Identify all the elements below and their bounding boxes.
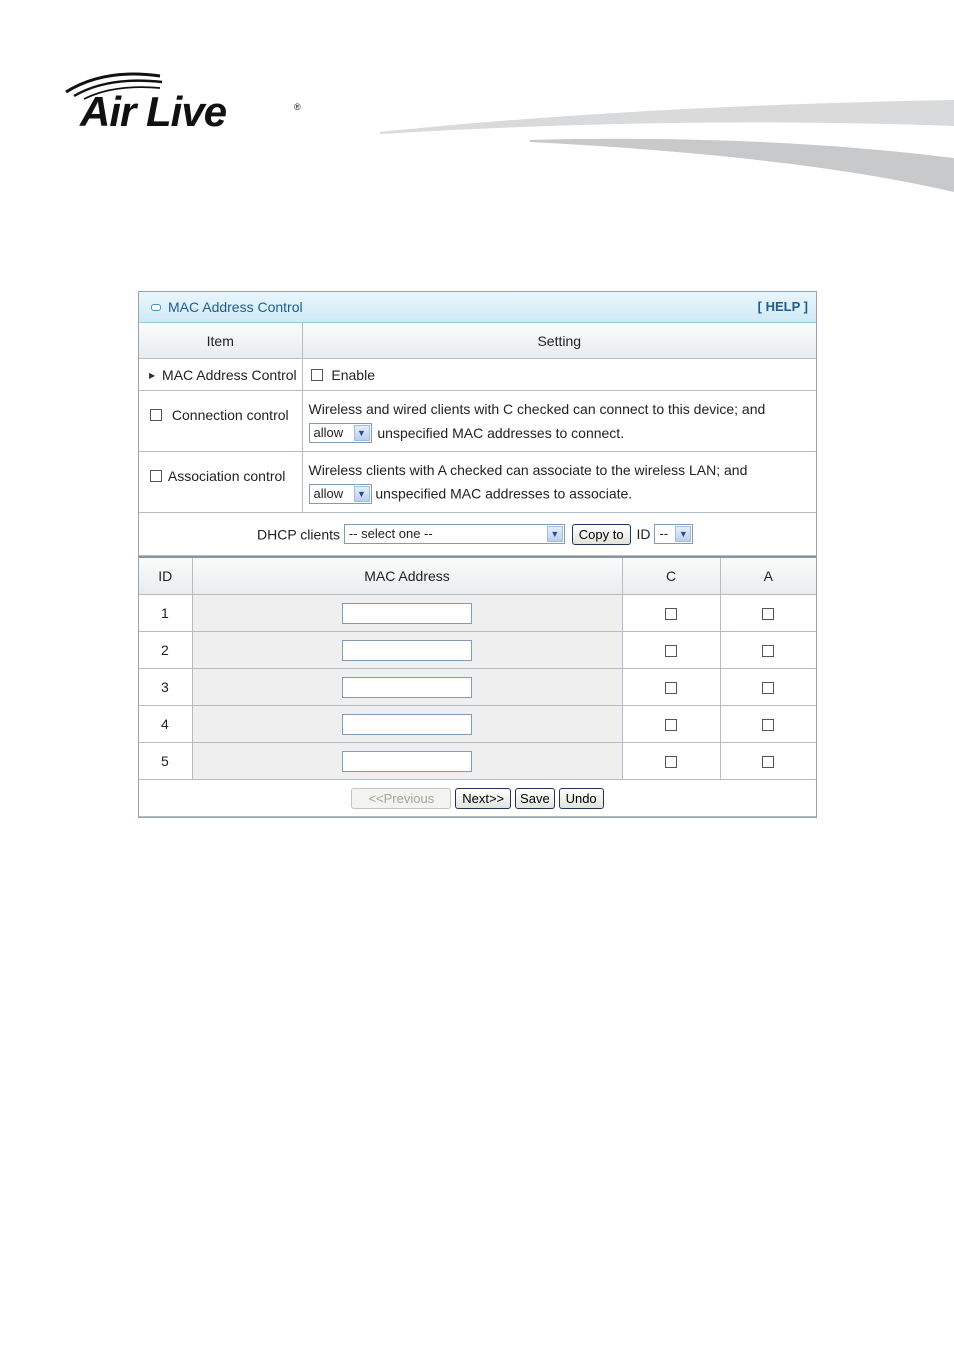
logo-registered-mark: ® [294,102,301,112]
enable-checkbox[interactable] [311,369,323,381]
table-row [139,743,816,780]
connect-checkbox[interactable] [665,756,677,768]
mac-control-setting [302,359,816,391]
previous-button[interactable]: <<Previous [351,788,451,809]
dhcp-clients-select[interactable] [344,524,565,544]
panel-title: MAC Address Control [168,299,303,315]
logo-text: Air Live [80,88,227,135]
a-column-header: A [720,557,816,595]
chevron-down-icon: ▼ [675,526,691,542]
id-label: ID [636,526,651,542]
association-control-item [139,452,302,513]
connection-description: Wireless and wired clients with C checked can connect to this device; and [308,401,766,418]
row-id: 1 [139,595,192,632]
associate-checkbox[interactable] [762,756,774,768]
mac-address-control-panel [138,291,817,818]
panel-title-bar [139,292,816,323]
settings-table [139,323,816,556]
dhcp-clients-label: DHCP clients [257,526,340,542]
association-control-setting [302,452,816,513]
dhcp-clients-value: -- select one -- [348,526,433,541]
association-policy-select[interactable] [309,484,372,504]
association-control-checkbox[interactable] [150,470,162,482]
mac-column-header: MAC Address [192,557,622,595]
table-row [139,669,816,706]
mac-address-input[interactable] [342,714,472,735]
row-id: 5 [139,743,192,780]
table-row [139,595,816,632]
c-column-header: C [622,557,720,595]
button-bar [139,780,816,817]
association-control-label: Association control [167,468,286,485]
mac-address-table [139,556,816,817]
mac-address-input[interactable] [342,677,472,698]
title-bullet-icon [151,304,161,311]
mac-address-input[interactable] [342,640,472,661]
mac-control-item [139,359,302,391]
connection-control-setting [302,391,816,452]
associate-checkbox[interactable] [762,719,774,731]
connection-policy-value: allow [313,424,344,440]
connect-checkbox[interactable] [665,608,677,620]
mac-address-input[interactable] [342,751,472,772]
arrow-right-icon: ▶ [149,370,156,380]
connection-description-end: unspecified MAC addresses to connect. [377,424,625,441]
row-id: 3 [139,669,192,706]
association-policy-value: allow [313,485,344,501]
association-description-end: unspecified MAC addresses to associate. [375,485,633,502]
mac-address-input[interactable] [342,603,472,624]
chevron-down-icon: ▼ [547,526,563,542]
table-row [139,706,816,743]
row-id: 2 [139,632,192,669]
connect-checkbox[interactable] [665,682,677,694]
chevron-down-icon: ▼ [354,425,370,441]
row-id: 4 [139,706,192,743]
next-button[interactable]: Next>> [455,788,511,809]
dhcp-clients-row [139,513,816,556]
associate-checkbox[interactable] [762,645,774,657]
association-description: Wireless clients with A checked can associate to the wireless LAN; and [308,462,748,479]
connection-policy-select[interactable] [309,423,372,443]
help-link[interactable]: [ HELP ] [757,299,808,314]
connection-control-checkbox[interactable] [150,409,162,421]
connection-control-item [139,391,302,452]
setting-header: Setting [302,323,816,359]
id-select[interactable] [654,524,693,544]
associate-checkbox[interactable] [762,682,774,694]
chevron-down-icon: ▼ [354,486,370,502]
enable-label: Enable [331,367,375,384]
save-button[interactable]: Save [515,788,555,809]
connection-control-label: Connection control [171,407,289,424]
id-column-header: ID [139,557,192,595]
id-select-value: -- [659,526,669,541]
header-swoosh-decoration [380,96,954,196]
connect-checkbox[interactable] [665,645,677,657]
associate-checkbox[interactable] [762,608,774,620]
connect-checkbox[interactable] [665,719,677,731]
table-row [139,632,816,669]
mac-control-label: MAC Address Control [162,367,297,384]
airlive-logo [62,68,312,148]
copy-to-button[interactable]: Copy to [572,524,631,545]
item-header: Item [139,323,302,359]
undo-button[interactable]: Undo [559,788,604,809]
